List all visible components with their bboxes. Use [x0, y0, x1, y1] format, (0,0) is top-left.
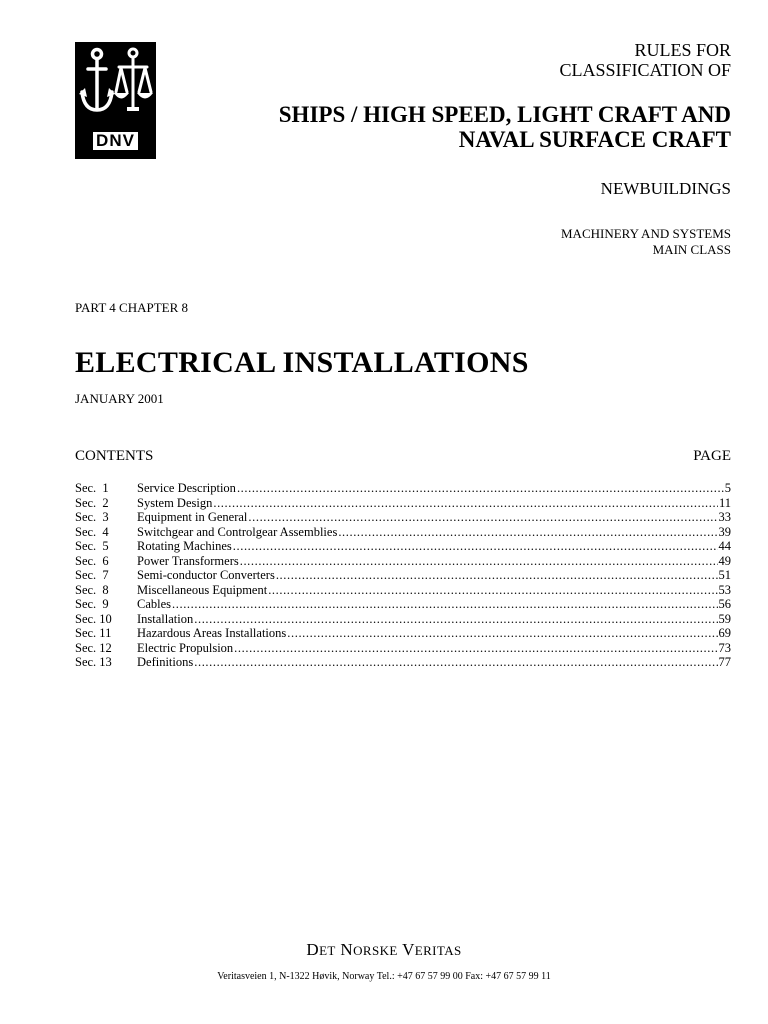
toc-dot-leader [248, 510, 717, 525]
toc-section-number: Sec. 5 [75, 539, 109, 553]
toc-row[interactable] [75, 481, 731, 496]
document-title: ELECTRICAL INSTALLATIONS [75, 346, 529, 379]
toc-page-number: 49 [718, 553, 731, 568]
toc-page-number: 39 [718, 524, 731, 539]
toc-page-number: 11 [718, 495, 731, 510]
toc-row[interactable] [75, 554, 731, 569]
document-date: JANUARY 2001 [75, 391, 164, 406]
toc-page-number: 56 [718, 597, 731, 611]
table-of-contents [75, 481, 731, 670]
toc-section-number: Sec. 9 [75, 597, 109, 611]
toc-section-number: Sec. 12 [75, 640, 112, 655]
toc-section-title: Cables [137, 597, 172, 611]
toc-section-title: Rotating Machines [137, 539, 232, 553]
org-initial-d: D [306, 940, 320, 959]
toc-section-title: Definitions [137, 655, 194, 669]
toc-page-number: 59 [718, 611, 731, 626]
rules-line-1: RULES FOR [634, 40, 731, 60]
toc-page-number: 73 [718, 640, 731, 655]
rules-line-2: CLASSIFICATION OF [559, 60, 731, 80]
toc-section-title: Hazardous Areas Installations [137, 626, 287, 640]
toc-section-title: Electric Propulsion [137, 640, 234, 655]
anchor-emblem-icon [75, 42, 156, 123]
toc-dot-leader [338, 525, 717, 540]
ships-line-2: NAVAL SURFACE CRAFT [458, 127, 731, 152]
org-initial-v: V [402, 940, 415, 959]
toc-dot-leader [237, 481, 724, 496]
toc-dot-leader [233, 539, 718, 554]
toc-row[interactable] [75, 641, 731, 656]
toc-row[interactable] [75, 597, 731, 612]
toc-section-title: System Design [137, 495, 213, 510]
toc-row[interactable] [75, 626, 731, 641]
category-header [561, 226, 731, 258]
toc-dot-leader [287, 626, 717, 641]
toc-page-number: 53 [718, 582, 731, 597]
toc-dot-leader [213, 496, 718, 511]
category-line-2: MAIN CLASS [652, 242, 731, 257]
toc-row[interactable] [75, 655, 731, 670]
newbuildings-label: NEWBUILDINGS [600, 179, 731, 198]
toc-section-title: Equipment in General [137, 510, 248, 524]
logo-band [75, 123, 156, 159]
toc-section-title: Service Description [137, 481, 236, 495]
toc-section-number: Sec. 2 [75, 495, 109, 510]
toc-section-number: Sec. 13 [75, 655, 112, 669]
toc-section-title: Switchgear and Controlgear Assemblies [137, 524, 338, 539]
toc-section-title: Power Transformers [137, 553, 239, 568]
toc-page-number: 77 [718, 655, 731, 669]
category-line-1: MACHINERY AND SYSTEMS [561, 226, 731, 241]
toc-row[interactable] [75, 496, 731, 511]
toc-section-number: Sec. 4 [75, 524, 109, 539]
toc-row[interactable] [75, 583, 731, 598]
toc-dot-leader [234, 641, 717, 656]
organization-address: Veritasveien 1, N-1322 Høvik, Norway Tel.: +47 67 57 99 00 Fax: +47 67 57 99 11 [217, 971, 551, 982]
toc-section-number: Sec. 10 [75, 611, 112, 626]
toc-dot-leader [268, 583, 717, 598]
toc-dot-leader [240, 554, 718, 569]
toc-page-number: 5 [724, 481, 731, 495]
toc-section-number: Sec. 3 [75, 510, 109, 524]
org-rest-et: ET [319, 943, 336, 958]
page-column-heading: PAGE [693, 448, 731, 464]
toc-row[interactable] [75, 525, 731, 540]
toc-dot-leader [194, 612, 717, 627]
toc-dot-leader [276, 568, 718, 583]
dnv-logo [75, 42, 156, 159]
toc-page-number: 69 [718, 626, 731, 640]
toc-section-title: Installation [137, 611, 194, 626]
toc-row[interactable] [75, 539, 731, 554]
org-rest-orske: ORSKE [353, 943, 398, 958]
contents-heading: CONTENTS [75, 448, 154, 464]
toc-section-number: Sec. 6 [75, 553, 109, 568]
org-initial-n: N [340, 940, 354, 959]
toc-row[interactable] [75, 510, 731, 525]
toc-section-number: Sec. 1 [75, 481, 109, 495]
toc-dot-leader [194, 655, 717, 670]
ships-line-1: SHIPS / HIGH SPEED, LIGHT CRAFT AND [278, 102, 731, 127]
toc-section-number: Sec. 11 [75, 626, 112, 640]
toc-dot-leader [172, 597, 717, 612]
org-rest-eritas: ERITAS [414, 943, 462, 958]
rules-header [559, 40, 731, 80]
toc-section-number: Sec. 8 [75, 582, 109, 597]
ships-header [279, 102, 731, 152]
logo-text: DNV [93, 132, 138, 150]
toc-page-number: 33 [718, 510, 731, 524]
organization-name [0, 940, 768, 960]
toc-page-number: 44 [718, 539, 731, 553]
toc-row[interactable] [75, 612, 731, 627]
toc-section-title: Semi-conductor Converters [137, 568, 275, 582]
toc-section-number: Sec. 7 [75, 568, 109, 582]
toc-page-number: 51 [718, 568, 731, 582]
toc-section-title: Miscellaneous Equipment [137, 582, 268, 597]
toc-row[interactable] [75, 568, 731, 583]
part-chapter: PART 4 CHAPTER 8 [75, 300, 189, 315]
